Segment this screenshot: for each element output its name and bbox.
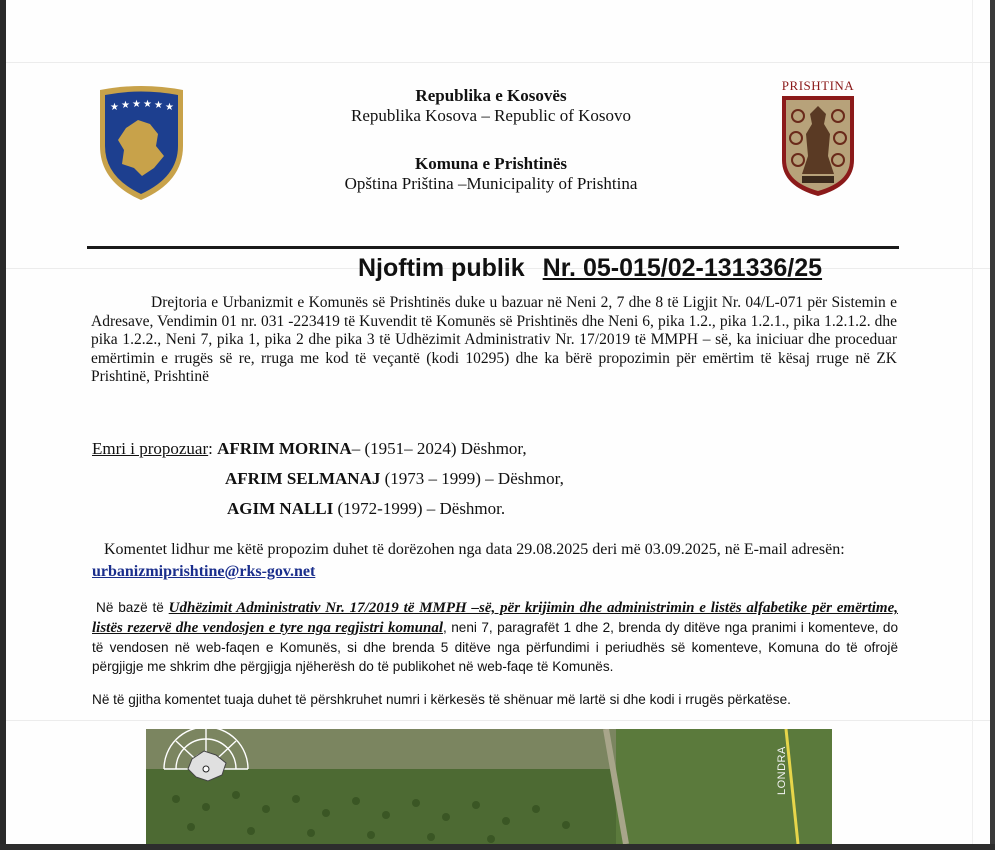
proposed-name-row: [92, 464, 564, 494]
kosovo-coat-of-arms-icon: [94, 84, 189, 204]
header-municipality: [266, 154, 716, 194]
svg-text:★: ★: [154, 100, 163, 111]
svg-text:★: ★: [121, 100, 130, 111]
proposed-name-detail: – (1951– 2024) Dëshmor,: [351, 439, 527, 458]
aerial-map-image: [146, 729, 832, 844]
proposed-names-label: Emri i propozuar: [92, 439, 209, 458]
proposed-name: AFRIM SELMANAJ: [225, 469, 381, 488]
header-divider: [87, 246, 899, 249]
svg-text:★: ★: [165, 102, 174, 113]
road-label: LONDRA: [776, 746, 788, 795]
svg-text:★: ★: [110, 102, 119, 113]
republic-name: Republika e Kosovës: [415, 86, 567, 105]
prishtina-emblem-icon: [772, 78, 864, 200]
proposed-name: AFRIM MORINA: [217, 439, 352, 458]
proposed-name-row: Emri i propozuar: AFRIM MORINA– (1951– 2024) Dëshmor,: [92, 439, 527, 458]
intro-text: Drejtoria e Urbanizmit e Komunës së Prishtinës duke u bazuar në Neni 2, 7 dhe 8 të Ligjit Nr. 04/L-071 për Sistemin e Adresave, Vendimin 01 nr. 031 -223419 të Kuvendit të Komunës së Prishtinës dhe Neni 6, pika 1.2., pika 1.2.1., pika 1.2.1.2. dhe pika 1.2.2., Neni 7, pika 1, pika 2 dhe pika 3 të Udhëzimit Administrativ Nr. 17/2019 të MMPH – së, ka iniciuar dhe proceduar emërtimin e rrugës së re, rruga me kod të veçantë (kodi 10295) dhe ka bërë propozimin për emërtim të kësaj rruge në ZK Prishtinë, Prishtinë: [91, 294, 897, 386]
scan-line: [6, 62, 990, 63]
municipality-name: Komuna e Prishtinës: [414, 154, 568, 173]
email-link[interactable]: urbanizmiprishtine@rks-gov.net: [92, 563, 316, 580]
notice-heading: Njoftim publik: [358, 254, 525, 282]
comments-paragraph: [92, 539, 898, 583]
basis-prefix: Në bazë të: [96, 600, 169, 615]
proposed-name-detail: (1972-1999) – Dëshmor.: [333, 499, 506, 518]
scan-line: [6, 720, 990, 721]
republic-translation: Republika Kosova – Republic of Kosovo: [351, 106, 631, 125]
notice-reference-number: Nr. 05-015/02-131336/25: [542, 254, 823, 282]
comments-text: Komentet lidhur me këtë propozim duhet të dorëzohen nga data 29.08.2025 deri më 03.09.2025, në E-mail adresën:: [104, 541, 845, 558]
final-note: Në të gjitha komentet tuaja duhet të përshkruhet numri i kërkesës të shënuar më lartë si dhe kodi i rrugës përkatëse.: [92, 692, 791, 707]
proposed-names-block: [92, 434, 564, 524]
administrative-instruction-reference: Udhëzimit Administrativ Nr. 17/2019 të MMPH –së, për krijimin dhe administrimin e listës alfabetike për emërtime, listës rezervë dhe vendosjen e tyre nga regjistri komunal: [92, 600, 898, 636]
legal-basis-paragraph: [92, 598, 898, 676]
header-republic: [266, 86, 716, 126]
municipality-translation: Opština Priština –Municipality of Prishtina: [344, 174, 638, 193]
document-page: [6, 0, 990, 844]
scan-line: [972, 0, 973, 844]
svg-text:★: ★: [143, 99, 152, 110]
scanner-edge-bottom: [0, 844, 995, 850]
proposed-name: AGIM NALLI: [227, 499, 334, 518]
proposed-name-row: [92, 494, 564, 524]
svg-text:★: ★: [132, 99, 141, 110]
intro-paragraph: [91, 294, 897, 387]
proposed-name-detail: (1973 – 1999) – Dëshmor,: [380, 469, 564, 488]
basis-suffix: , neni 7, paragrafët 1 dhe 2, brenda dy ditëve nga pranimi i komenteve, do të vendosen në web-faqen e Komunës, si dhe brenda 5 ditëve nga përfundimi i periudhës së komenteve, Komuna do të ofrojë përgjigje me shkrim dhe përgjigja njëherësh do të publikohet në web-faqe të Komunës.: [92, 620, 898, 674]
prishtina-emblem-label: PRISHTINA: [781, 78, 855, 93]
notice-title: [358, 254, 822, 283]
